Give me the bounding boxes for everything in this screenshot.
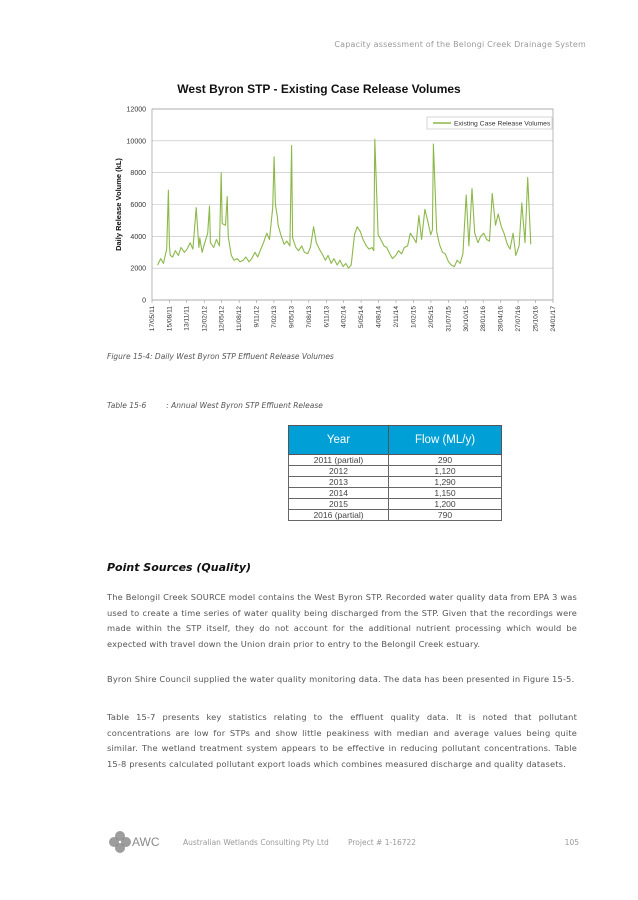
x-tick-label: 13/11/11 — [183, 306, 191, 331]
y-tick-label: 2000 — [130, 265, 146, 273]
x-tick-label: 31/07/15 — [445, 306, 453, 332]
page-header: Capacity assessment of the Belongi Creek Drainage System — [334, 40, 586, 49]
page-number: 105 — [564, 838, 579, 847]
table-row — [289, 510, 502, 521]
table-cell-year: 2014 — [289, 488, 389, 499]
awc-logo-icon — [108, 830, 132, 854]
annual-flow-table — [288, 425, 502, 521]
table-label-prefix: Table 15-6 — [107, 401, 147, 410]
table-label — [107, 401, 323, 410]
table-row — [289, 466, 502, 477]
y-tick-label: 6000 — [130, 202, 146, 209]
table-cell-flow: 1,290 — [389, 477, 502, 488]
y-tick-label: 4000 — [130, 233, 146, 241]
x-tick-label: 12/02/12 — [201, 306, 209, 332]
figure-caption: Figure 15-4: Daily West Byron STP Effluent Release Volumes — [107, 352, 334, 361]
y-tick-label: 8000 — [130, 170, 146, 178]
table-cell-flow: 1,150 — [389, 488, 502, 499]
table-cell-flow: 1,120 — [389, 466, 502, 477]
x-tick-label: 12/05/12 — [218, 306, 226, 332]
paragraph: The Belongil Creek SOURCE model contains the West Byron STP. Recorded water quality data from EPA 3 was used to create a time series of water quality being discharged from the STP. Given that the recordings were made within the STP itself, they do not account for the additional nutrient processing which would be expected with travel down the Union drain prior to entry to the Belongil Creek estuary. — [107, 592, 577, 649]
table-cell-flow: 1,200 — [389, 499, 502, 510]
y-tick-label: 10000 — [126, 138, 146, 146]
x-tick-label: 4/08/14 — [375, 306, 383, 328]
x-tick-label: 24/01/17 — [550, 306, 557, 332]
legend-label: Existing Case Release Volumes — [454, 120, 551, 128]
x-tick-label: 15/08/11 — [166, 306, 174, 332]
table-header-flow: Flow (ML/y) — [389, 426, 502, 455]
release-volume-chart — [105, 100, 565, 350]
x-tick-label: 30/10/15 — [462, 306, 470, 332]
chart-title: West Byron STP - Existing Case Release Volumes — [177, 82, 461, 96]
table-cell-year: 2011 (partial) — [289, 455, 389, 466]
x-tick-label: 5/05/14 — [358, 306, 366, 328]
x-tick-label: 2/11/14 — [392, 306, 400, 328]
y-tick-label: 12000 — [126, 106, 146, 114]
table-row — [289, 477, 502, 488]
footer-company: Australian Wetlands Consulting Pty Ltd — [183, 838, 329, 847]
x-tick-label: 1/02/15 — [410, 306, 418, 328]
table-row — [289, 499, 502, 510]
series-line — [158, 139, 531, 268]
table-cell-year: 2016 (partial) — [289, 510, 389, 521]
x-tick-label: 7/08/13 — [305, 306, 313, 328]
paragraph: Table 15-7 presents key statistics relating to the effluent quality data. It is noted that pollutant concentrations are low for STPs and show little peakiness with median and average values being quite similar. The wetland treatment system appears to be effective in reducing pollutant concentrations. Table 15-8 presents calculated pollutant export loads which combines measured discharge and quality datasets. — [107, 712, 577, 769]
table-row — [289, 488, 502, 499]
table-label-text: : Annual West Byron STP Effluent Release — [166, 401, 323, 410]
x-tick-label: 9/05/13 — [288, 306, 296, 328]
x-tick-label: 28/04/16 — [497, 306, 505, 332]
x-tick-label: 7/02/13 — [270, 306, 278, 328]
x-tick-label: 17/05/11 — [149, 306, 156, 332]
x-tick-label: 6/11/13 — [323, 306, 331, 328]
x-tick-label: 2/05/15 — [427, 306, 435, 328]
awc-logo-text: AWC — [132, 835, 160, 849]
x-tick-label: 11/08/12 — [236, 306, 244, 332]
x-tick-label: 9/11/12 — [253, 306, 261, 328]
table-cell-year: 2015 — [289, 499, 389, 510]
x-tick-label: 25/10/16 — [532, 306, 540, 332]
table-cell-flow: 790 — [389, 510, 502, 521]
table-cell-flow: 290 — [389, 455, 502, 466]
table-row — [289, 455, 502, 466]
section-title: Point Sources (Quality) — [107, 561, 252, 574]
paragraph: Byron Shire Council supplied the water quality monitoring data. The data has been presented in Figure 15-5. — [107, 674, 575, 684]
x-tick-label: 28/01/16 — [480, 306, 488, 332]
y-axis-label: Daily Release Volume (kL) — [114, 158, 123, 251]
table-header-row — [289, 426, 502, 455]
footer-project: Project # 1-16722 — [348, 838, 417, 847]
x-tick-label: 4/02/14 — [340, 306, 348, 328]
table-cell-year: 2013 — [289, 477, 389, 488]
y-tick-label: 0 — [142, 297, 146, 305]
x-tick-label: 27/07/16 — [515, 306, 523, 332]
table-cell-year: 2012 — [289, 466, 389, 477]
table-header-year: Year — [289, 426, 389, 455]
